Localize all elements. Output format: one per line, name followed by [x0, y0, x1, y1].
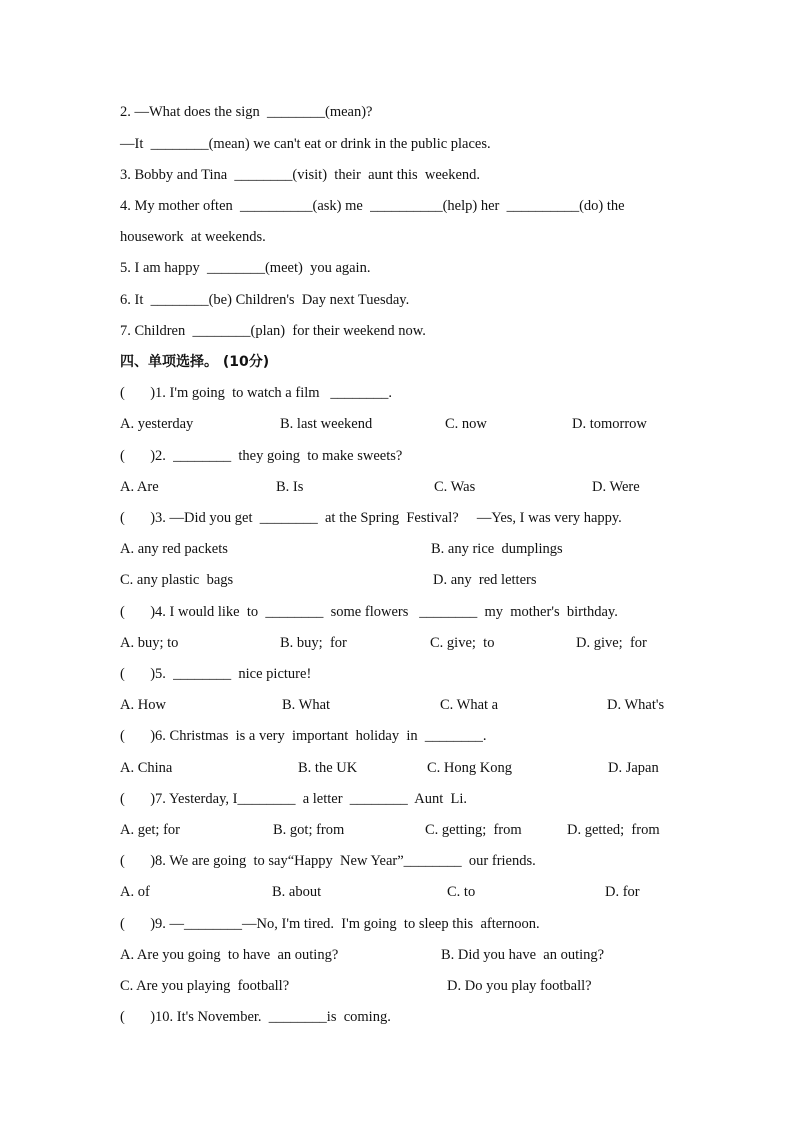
option: A. get; for — [120, 822, 180, 838]
question-options — [120, 976, 674, 996]
option: C. now — [445, 416, 487, 432]
option: A. buy; to — [120, 635, 179, 651]
option: D. What's — [607, 697, 665, 713]
option: B. Is — [276, 479, 304, 495]
option: C. any plastic bags — [120, 572, 234, 588]
section-title: 四、单项选择。 (10分) — [120, 354, 270, 370]
fill-item-7: 7. Children ________(plan) for their weekend now. — [120, 323, 426, 339]
question-options — [120, 633, 674, 653]
question-stem: ( )2. ________ they going to make sweets? — [120, 448, 403, 464]
option: D. getted; from — [567, 822, 660, 838]
option: D. for — [605, 884, 640, 900]
option: B. What — [282, 697, 331, 713]
fill-item-2-answer: —It ________(mean) we can't eat or drink in the public places. — [120, 136, 491, 152]
option: B. buy; for — [280, 635, 347, 651]
option: A. yesterday — [120, 416, 194, 432]
option: B. got; from — [273, 822, 345, 838]
fill-item-3: 3. Bobby and Tina ________(visit) their aunt this weekend. — [120, 167, 481, 183]
question-options — [120, 414, 674, 434]
option: B. last weekend — [280, 416, 373, 432]
option: A. Are you going to have an outing? — [120, 947, 339, 963]
question-options — [120, 695, 674, 715]
option: A. Are — [120, 479, 159, 495]
option: B. the UK — [298, 760, 358, 776]
question-options — [120, 820, 674, 840]
question-options — [120, 945, 674, 965]
option: A. any red packets — [120, 541, 228, 557]
option: B. about — [272, 884, 322, 900]
option: C. give; to — [430, 635, 495, 651]
question-stem: ( )5. ________ nice picture! — [120, 666, 312, 682]
fill-item-4-line2: housework at weekends. — [120, 229, 266, 245]
option: D. give; for — [576, 635, 647, 651]
question-stem: ( )3. —Did you get ________ at the Spring Festival? —Yes, I was very happy. — [120, 510, 622, 526]
question-stem: ( )10. It's November. ________is coming. — [120, 1009, 391, 1025]
question-options — [120, 477, 674, 497]
option: C. Was — [434, 479, 476, 495]
option: C. Are you playing football? — [120, 978, 290, 994]
fill-item-6: 6. It ________(be) Children's Day next Tuesday. — [120, 292, 410, 308]
option: D. any red letters — [433, 572, 537, 588]
option: C. getting; from — [425, 822, 522, 838]
question-stem: ( )6. Christmas is a very important holiday in ________. — [120, 728, 487, 744]
option: C. Hong Kong — [427, 760, 512, 776]
option: A. of — [120, 884, 150, 900]
question-stem: ( )4. I would like to ________ some flowers ________ my mother's birthday. — [120, 604, 618, 620]
fill-item-5: 5. I am happy ________(meet) you again. — [120, 260, 371, 276]
question-options — [120, 539, 674, 559]
question-options — [120, 758, 674, 778]
fill-item-4-line1: 4. My mother often __________(ask) me __________(help) her __________(do) the — [120, 198, 625, 214]
question-stem: ( )7. Yesterday, I________ a letter ________ Aunt Li. — [120, 791, 468, 807]
question-stem: ( )8. We are going to say“Happy New Year”________ our friends. — [120, 853, 536, 869]
option: B. any rice dumplings — [431, 541, 563, 557]
option: D. tomorrow — [572, 416, 647, 432]
option: C. to — [447, 884, 476, 900]
question-stem: ( )9. —________—No, I'm tired. I'm going to sleep this afternoon. — [120, 916, 540, 932]
fill-item-2: 2. —What does the sign ________(mean)? — [120, 104, 373, 120]
option: B. Did you have an outing? — [441, 947, 605, 963]
option: C. What a — [440, 697, 499, 713]
option: D. Do you play football? — [447, 978, 592, 994]
option: D. Japan — [608, 760, 659, 776]
question-options — [120, 570, 674, 590]
question-options — [120, 882, 674, 902]
option: A. How — [120, 697, 166, 713]
option: A. China — [120, 760, 173, 776]
question-stem: ( )1. I'm going to watch a film ________. — [120, 385, 393, 401]
option: D. Were — [592, 479, 640, 495]
